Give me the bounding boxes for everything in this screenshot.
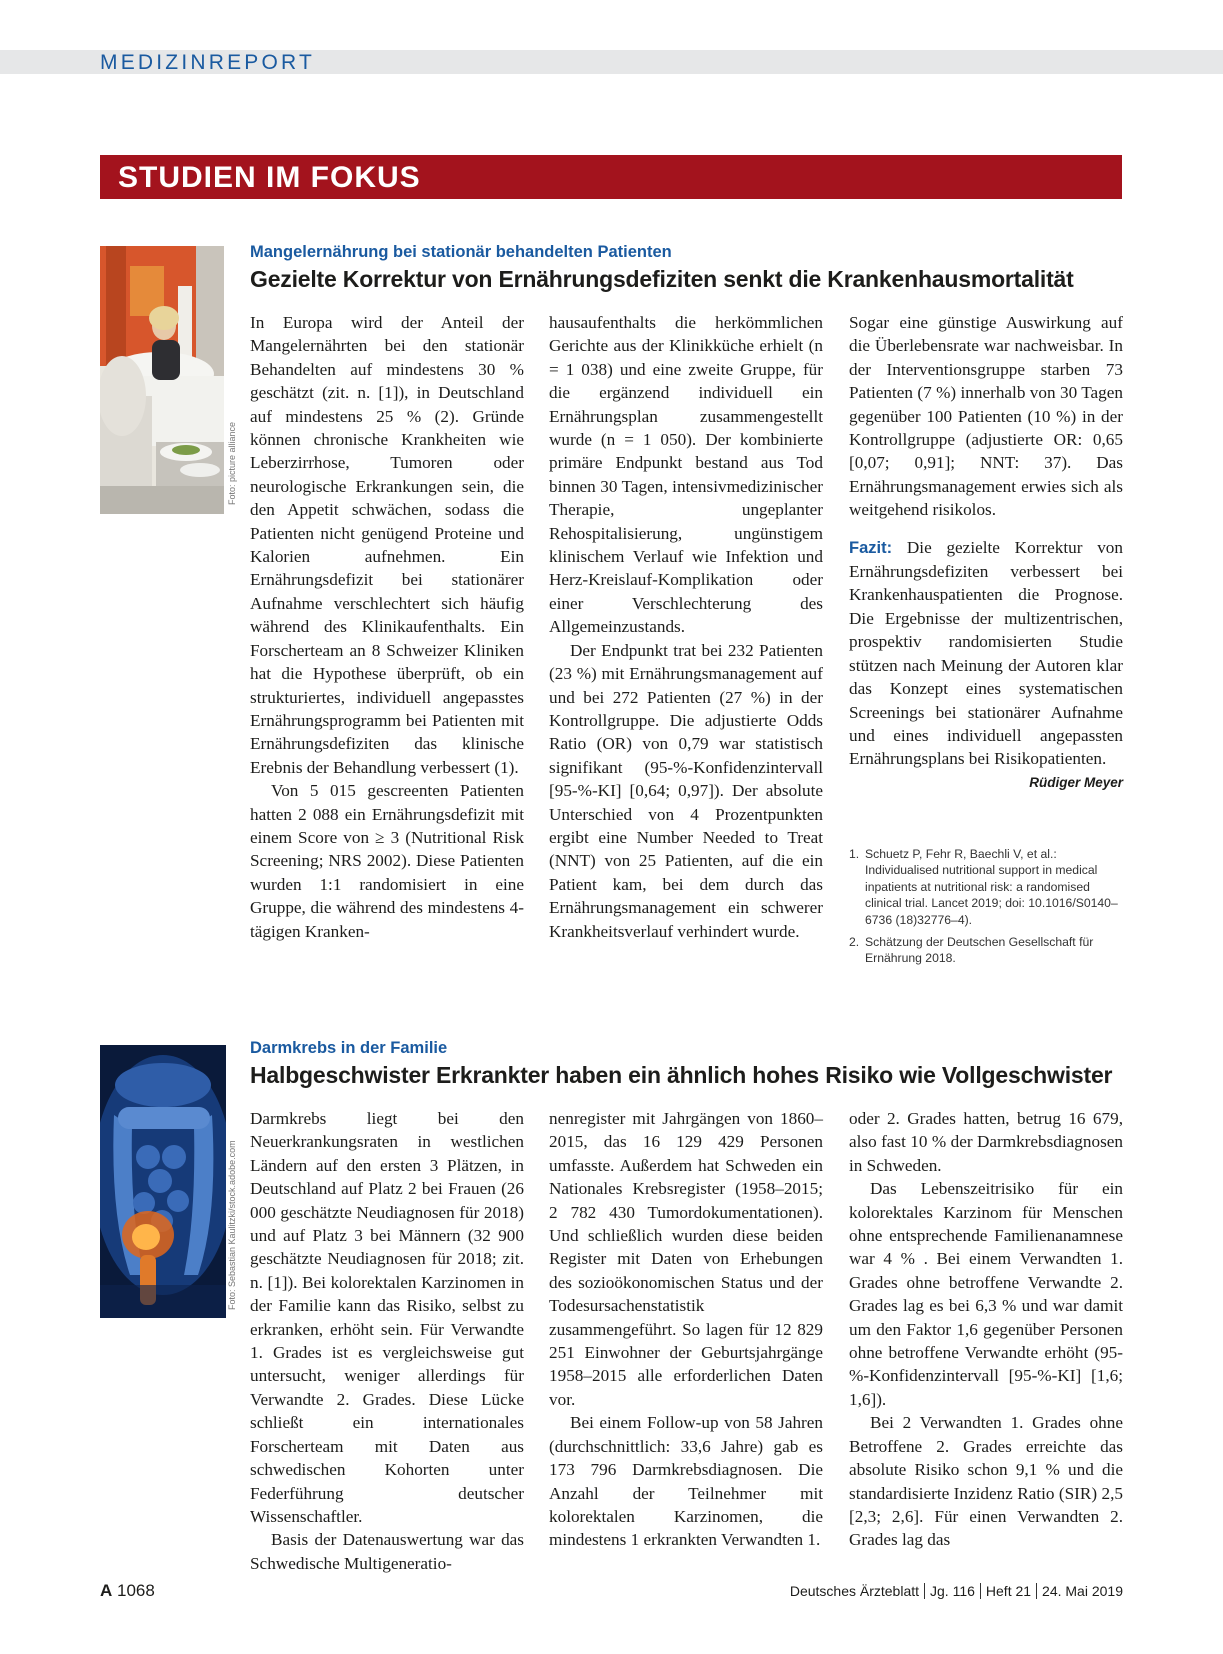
reference-number: 1. [849, 847, 860, 861]
photo-credit: Foto: Sebastian Kaulitzki/stock.adobe.com [227, 1140, 237, 1310]
hospital-photo [100, 246, 224, 514]
section-label: MEDIZINREPORT [100, 51, 316, 74]
photo-credit: Foto: picture alliance [227, 421, 237, 505]
article-column [250, 311, 524, 943]
separator [1036, 1583, 1037, 1599]
paragraph: Von 5 015 gescreenten Patienten hatten 2 088 ein Ernährungsdefizit mit einem Score von ≥ 3 (Nutritional Risk Screening; NRS 2002). Diese Patienten wurden 1:1 randomisiert in eine Gruppe, die während des mindestens 4-tägigen Kranken- [250, 781, 524, 941]
journal-name: Deutsches Ärzteblatt [789, 1583, 920, 1599]
reference-number: 2. [849, 935, 860, 950]
paragraph: In Europa wird der Anteil der Mangelernährten bei den stationär Behandelten auf mindestens 30 % geschätzt (zit. n. [1]), in Deutschland auf mindestens 25 % (2). Gründe können chronische Krankheiten wie Leberzirrhose, Tumoren oder neurologische Erkrankungen sein, die den Appetit schwächen, sodass die Patienten nicht genügend Proteine und Kalorien aufnehmen. Ein Ernährungsdefizit bei stationärer Aufnahme verschlechtert sich häufig während des Klinikaufenthalts. Ein Forscherteam an 8 Schweizer Kliniken hat die Hypothese überprüft, ob ein strukturiertes, individuell angepasstes Ernährungsprogramm bei Patienten mit Ernährungsdefiziten das klinische Erebnis der Behandlung verbessert (1). [250, 313, 524, 777]
hospital-patient-illustration [100, 246, 224, 514]
article-headline: Gezielte Korrektur von Ernährungsdefiziten senkt die Krankenhausmortalität [250, 266, 1074, 292]
reference-item [849, 846, 1123, 928]
separator [980, 1583, 981, 1599]
paragraph: Basis der Datenauswertung war das Schwedische Multigeneratio- [250, 1530, 524, 1573]
article-column [849, 1107, 1123, 1552]
reference-text: Schätzung der Deutschen Gesellschaft für Ernährung 2018. [865, 935, 1094, 966]
page-number [100, 1581, 155, 1601]
fazit-text: Die gezielte Korrektur von Ernährungsdefiziten verbessert bei Krankenhauspatienten die Prognose. Die Ergebnisse der multizentrischen, prospektiv randomisierten Studie stützen nach Meinung der Autoren klar das Konzept eines systematischen Screenings bei stationärer Aufnahme und eines individuell angepassten Ernährungsplans bei Risikopatienten. [849, 537, 1123, 769]
article-column [549, 311, 823, 943]
paragraph: Das Lebenszeitrisiko für ein kolorektales Karzinom für Menschen ohne entsprechende Familienanamnese war 4 % . Bei einem Verwandten 1. Grades ohne betroffene Verwandte 2. Grades lag es bei 6,3 % und war damit um den Faktor 1,6 gegenüber Personen ohne betroffene Verwandte erhöht (95-%-Konfidenzintervall [95-%-KI] [1,6; 1,6]). [849, 1179, 1123, 1409]
article-kicker: Mangelernährung bei stationär behandelten Patienten [250, 243, 672, 261]
page-number-value: 1068 [117, 1581, 155, 1600]
article-column [250, 1107, 524, 1575]
paragraph: nenregister mit Jahrgängen von 1860–2015, das 16 129 429 Personen umfasste. Außerdem hat Schweden ein Nationales Krebsregister (1958–2015; 2 782 430 Tumordokumentationen). Und schließlich wurden diese beiden Register mit Daten von Erhebungen des sozioökonomischen Status und der Todesursachenstatistik zusammengeführt. So lagen für 12 829 251 Einwohner der Geburtsjahrgänge 1958–2015 alle erforderlichen Daten vor. [549, 1109, 823, 1409]
references [849, 846, 1123, 973]
paragraph: Bei 2 Verwandten 1. Grades ohne Betroffene 2. Grades erreichte das absolute Risiko schon 9,1 % und die standardisierte Inzidenz Ratio (SIR) 2,5 [2,3; 2,6]. Für einen Verwandten 2. Grades lag das [849, 1413, 1123, 1550]
paragraph: Sogar eine günstige Auswirkung auf die Überlebensrate war nachweisbar. In der Interventionsgruppe starben 73 Patienten (7 %) innerhalb von 30 Tagen gegenüber 100 Patienten (10 %) in der Kontrollgruppe (adjustierte OR: 0,65 [0,07; 0,91]; NNT: 37). Das Ernährungsmanagement erwies sich als weitgehend risikolos. [849, 313, 1123, 520]
paragraph: hausaufenthalts die herkömmlichen Gerichte aus der Klinikküche erhielt (n = 1 038) und eine zweite Gruppe, für die ergänzend individuell ein Ernährungsplan zusammengestellt wurde (n = 1 050). Der kombinierte primäre Endpunkt bestand aus Tod binnen 30 Tagen, intensivmedizinischer Therapie, ungeplanter Rehospitalisierung, ungünstigem klinischem Verlauf wie Infektion und Herz-Kreislauf-Komplikation oder einer Verschlechterung des Allgemeinzustands. [549, 313, 823, 637]
colon-illustration [100, 1045, 226, 1318]
journal-issue: Heft 21 [985, 1583, 1032, 1599]
author-name: Rüdiger Meyer [1029, 774, 1123, 790]
paragraph: oder 2. Grades hatten, betrug 16 679, also fast 10 % der Darmkrebsdiagnosen in Schweden. [849, 1109, 1123, 1175]
paragraph: Darmkrebs liegt bei den Neuerkrankungsraten in westlichen Ländern auf den ersten 3 Plätzen, in Deutschland auf Platz 2 bei Frauen (26 000 geschätzte Neudiagnosen für 2018) und auf Platz 3 bei Männern (32 900 geschätzte Neudiagnosen für 2018; zit. n. [1]). Bei kolorektalen Karzinomen in der Familie kann das Risiko, selbst zu erkranken, erhöht sein. Für Verwandte 1. Grades ist es vergleichsweise gut untersucht, weniger allerdings für Verwandte 2. Grades. Diese Lücke schließt ein internationales Forscherteam mit Daten aus schwedischen Kohorten unter Federführung deutscher Wissenschaftler. [250, 1109, 524, 1526]
journal-date: 24. Mai 2019 [1042, 1583, 1123, 1599]
section-banner-title: STUDIEN IM FOKUS [118, 161, 421, 194]
page-prefix: A [100, 1581, 113, 1600]
article-kicker: Darmkrebs in der Familie [250, 1039, 448, 1057]
reference-text: Schuetz P, Fehr R, Baechli V, et al.: Individualised nutritional support in medical inpatients at nutritional risk: a randomised clinical trial. Lancet 2019; doi: 10.1016/S0140–6736 (18)32776–4). [865, 847, 1118, 927]
journal-volume: Jg. 116 [930, 1583, 975, 1599]
journal-info [790, 1583, 1123, 1599]
paragraph: Der Endpunkt trat bei 232 Patienten (23 %) mit Ernährungsmanagement auf und bei 272 Patienten (27 %) in der Kontrollgruppe. Die adjustierte Odds Ratio (OR) von 0,79 war statistisch signifikant (95-%-Konfidenzintervall [95-%-KI] [0,64; 0,97]). Der absolute Unterschied von 4 Prozentpunkten ergibt eine Number Needed to Treat (NNT) von 25 Patienten, auf die ein Patient kam, bei dem durch das Ernährungsmanagement ein schwerer Krankheitsverlauf verhindert wurde. [549, 640, 823, 941]
paragraph: Bei einem Follow-up von 58 Jahren (durchschnittlich: 33,6 Jahre) gab es 173 796 Darmkrebsdiagnosen. Die Anzahl der Teilnehmer mit kolorektalen Karzinomen, die mindestens 1 erkrankten Verwandten 1. [549, 1413, 823, 1550]
section-banner [100, 155, 1122, 199]
article-column [849, 311, 1123, 794]
article-column [549, 1107, 823, 1552]
fazit-paragraph [849, 536, 1123, 790]
separator [924, 1583, 925, 1599]
reference-item [849, 934, 1123, 967]
article-headline: Halbgeschwister Erkrankter haben ein ähnlich hohes Risiko wie Vollgeschwister [250, 1062, 1113, 1088]
fazit-label: Fazit: [849, 538, 893, 557]
intestine-illustration [100, 1045, 226, 1318]
